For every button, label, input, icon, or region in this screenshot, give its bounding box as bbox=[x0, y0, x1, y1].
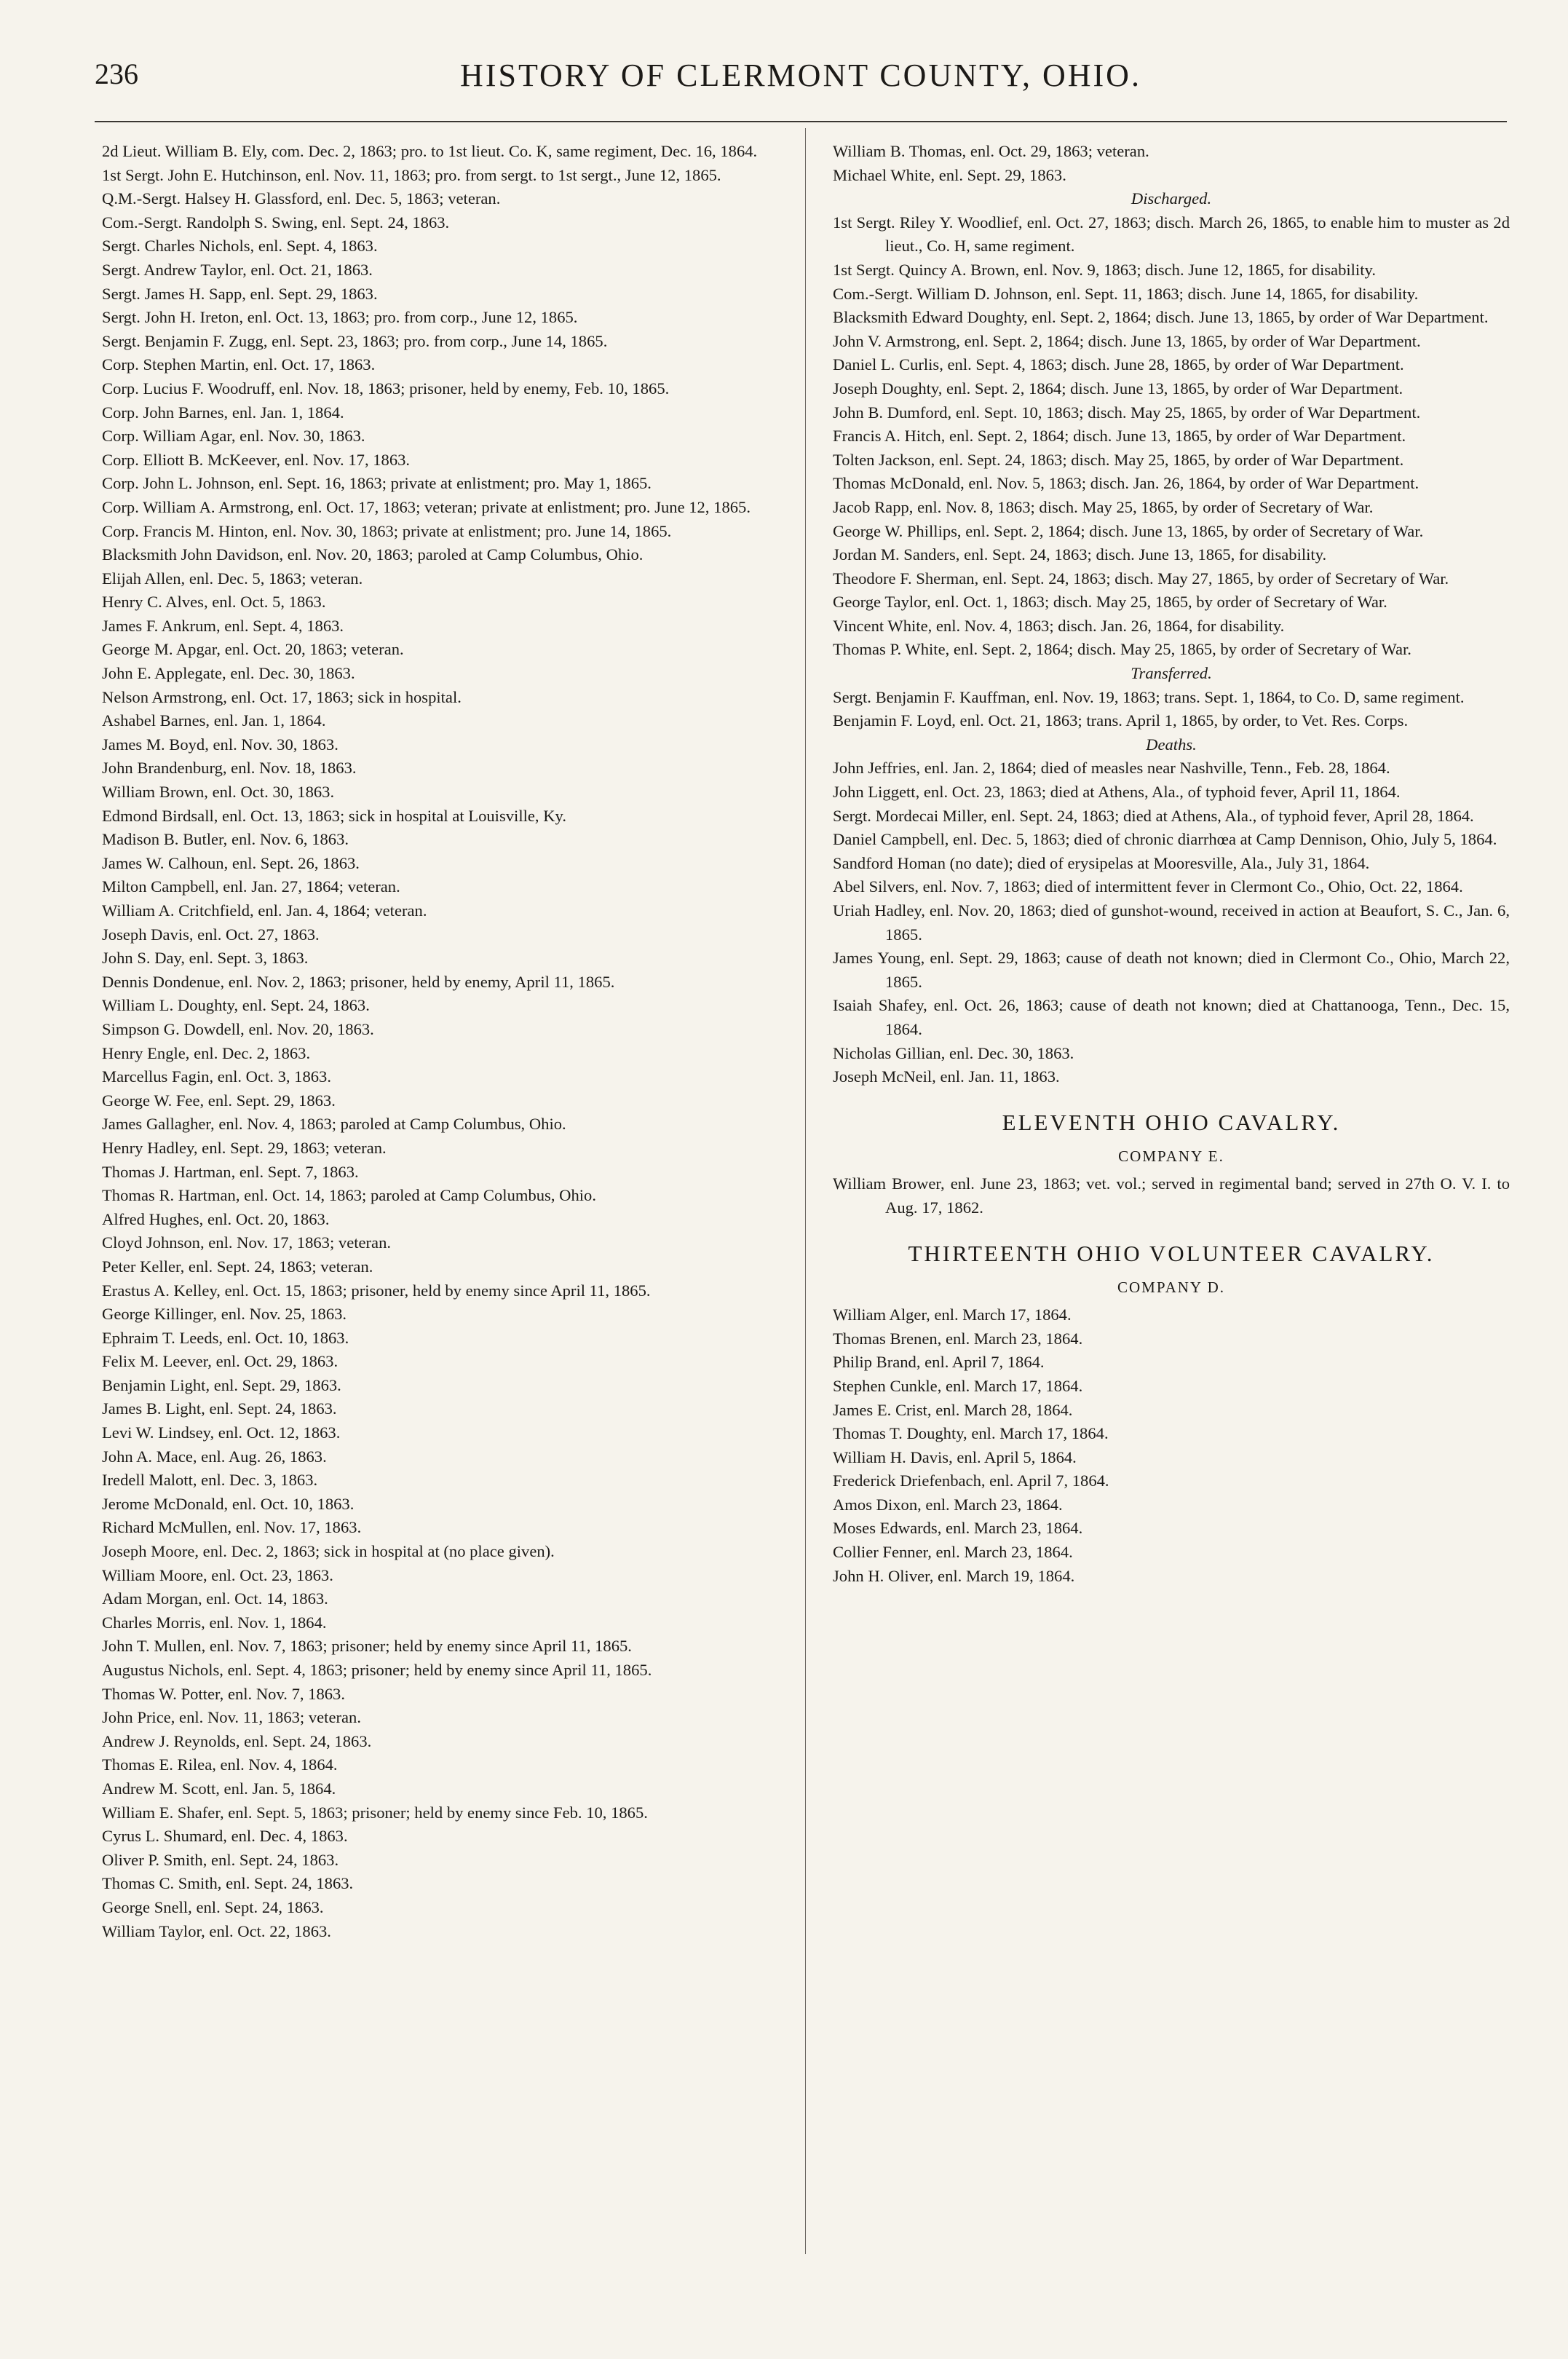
roster-entry: Stephen Cunkle, enl. March 17, 1864. bbox=[833, 1376, 1083, 1395]
roster-entry: John E. Applegate, enl. Dec. 30, 1863. bbox=[102, 664, 355, 683]
column-divider bbox=[805, 128, 806, 2254]
header-rule-right bbox=[805, 121, 1507, 122]
roster-entry: Jerome McDonald, enl. Oct. 10, 1863. bbox=[102, 1494, 355, 1513]
roster-entry: Vincent White, enl. Nov. 4, 1863; disch. Jan. 26, 1864, for disability. bbox=[833, 616, 1285, 635]
roster-entry: Isaiah Shafey, enl. Oct. 26, 1863; cause of death not known; died at Chattanooga, Tenn., Dec. 15, 1864. bbox=[833, 996, 1510, 1038]
roster-entry: Theodore F. Sherman, enl. Sept. 24, 1863; disch. May 27, 1865, by order of Secretary of War. bbox=[833, 569, 1449, 588]
roster-entry: Tolten Jackson, enl. Sept. 24, 1863; disch. May 25, 1865, by order of War Department. bbox=[833, 450, 1404, 469]
roster-entry: Charles Morris, enl. Nov. 1, 1864. bbox=[102, 1613, 327, 1632]
roster-entry: Nicholas Gillian, enl. Dec. 30, 1863. bbox=[833, 1043, 1074, 1062]
roster-entry: John T. Mullen, enl. Nov. 7, 1863; prisoner; held by enemy since April 11, 1865. bbox=[102, 1637, 632, 1656]
roster-entry: Sergt. Mordecai Miller, enl. Sept. 24, 1863; died at Athens, Ala., of typhoid fever, April 28, 1864. bbox=[833, 806, 1474, 825]
roster-entry: Felix M. Leever, enl. Oct. 29, 1863. bbox=[102, 1352, 338, 1371]
roster-entry: Dennis Dondenue, enl. Nov. 2, 1863; prisoner, held by enemy, April 11, 1865. bbox=[102, 972, 615, 991]
roster-entry: Thomas R. Hartman, enl. Oct. 14, 1863; paroled at Camp Columbus, Ohio. bbox=[102, 1186, 596, 1205]
roster-entry: James F. Ankrum, enl. Sept. 4, 1863. bbox=[102, 616, 344, 635]
deaths-heading: Deaths. bbox=[1146, 735, 1197, 754]
roster-entry: 2d Lieut. William B. Ely, com. Dec. 2, 1863; pro. to 1st lieut. Co. K, same regiment, Dec. 16, 1864. bbox=[102, 142, 758, 160]
roster-entry: John B. Dumford, enl. Sept. 10, 1863; disch. May 25, 1865, by order of War Department. bbox=[833, 403, 1421, 422]
roster-entry: 1st Sergt. Riley Y. Woodlief, enl. Oct. 27, 1863; disch. March 26, 1865, to enable him to muster as 2d lieut., Co. H, same regiment. bbox=[833, 213, 1510, 256]
roster-entry: Ephraim T. Leeds, enl. Oct. 10, 1863. bbox=[102, 1328, 349, 1347]
roster-entry: Sergt. Andrew Taylor, enl. Oct. 21, 1863. bbox=[102, 260, 373, 279]
roster-entry: 1st Sergt. John E. Hutchinson, enl. Nov. 11, 1863; pro. from sergt. to 1st sergt., June 12, 1865. bbox=[102, 165, 721, 184]
roster-entry: John Price, enl. Nov. 11, 1863; veteran. bbox=[102, 1708, 361, 1727]
roster-entry: Erastus A. Kelley, enl. Oct. 15, 1863; prisoner, held by enemy since April 11, 1865. bbox=[102, 1281, 651, 1300]
roster-entry: George M. Apgar, enl. Oct. 20, 1863; veteran. bbox=[102, 640, 404, 659]
roster-entry: Iredell Malott, enl. Dec. 3, 1863. bbox=[102, 1471, 318, 1490]
roster-entry: Corp. Francis M. Hinton, enl. Nov. 30, 1863; private at enlistment; pro. June 14, 1865. bbox=[102, 521, 672, 540]
roster-entry: Michael White, enl. Sept. 29, 1863. bbox=[833, 165, 1066, 184]
thirteenth-company-heading: COMPANY D. bbox=[1117, 1278, 1225, 1296]
deaths-list bbox=[833, 756, 1510, 1088]
roster-entry: Levi W. Lindsey, enl. Oct. 12, 1863. bbox=[102, 1423, 341, 1442]
roster-entry: Cyrus L. Shumard, enl. Dec. 4, 1863. bbox=[102, 1827, 348, 1846]
roster-entry: Benjamin F. Loyd, enl. Oct. 21, 1863; trans. April 1, 1865, by order, to Vet. Res. Corps. bbox=[833, 711, 1409, 730]
thirteenth-list bbox=[833, 1303, 1510, 1588]
roster-entry: Alfred Hughes, enl. Oct. 20, 1863. bbox=[102, 1209, 330, 1228]
roster-entry: Jordan M. Sanders, enl. Sept. 24, 1863; disch. June 13, 1865, for disability. bbox=[833, 545, 1327, 564]
eleventh-list bbox=[833, 1172, 1510, 1220]
roster-entry: James W. Calhoun, enl. Sept. 26, 1863. bbox=[102, 853, 360, 872]
roster-entry: Daniel L. Curlis, enl. Sept. 4, 1863; disch. June 28, 1865, by order of War Department. bbox=[833, 355, 1404, 374]
roster-entry: Henry Hadley, enl. Sept. 29, 1863; veteran. bbox=[102, 1138, 387, 1157]
roster-entry: John A. Mace, enl. Aug. 26, 1863. bbox=[102, 1447, 327, 1466]
roster-entry: Moses Edwards, enl. March 23, 1864. bbox=[833, 1519, 1083, 1538]
roster-entry: Richard McMullen, enl. Nov. 17, 1863. bbox=[102, 1518, 362, 1537]
roster-entry: Abel Silvers, enl. Nov. 7, 1863; died of intermittent fever in Clermont Co., Ohio, Oct. 22, 1864. bbox=[833, 877, 1463, 896]
roster-entry: Thomas C. Smith, enl. Sept. 24, 1863. bbox=[102, 1874, 354, 1893]
roster-entry: Sandford Homan (no date); died of erysipelas at Mooresville, Ala., July 31, 1864. bbox=[833, 853, 1370, 872]
roster-entry: Andrew M. Scott, enl. Jan. 5, 1864. bbox=[102, 1779, 336, 1798]
roster-entry: Daniel Campbell, enl. Dec. 5, 1863; died of chronic diarrhœa at Camp Dennison, Ohio, July 5, 1864. bbox=[833, 830, 1497, 849]
roster-entry: Marcellus Fagin, enl. Oct. 3, 1863. bbox=[102, 1067, 331, 1086]
roster-entry: Simpson G. Dowdell, enl. Nov. 20, 1863. bbox=[102, 1019, 374, 1038]
roster-entry: Thomas E. Rilea, enl. Nov. 4, 1864. bbox=[102, 1755, 338, 1774]
roster-entry: Amos Dixon, enl. March 23, 1864. bbox=[833, 1495, 1063, 1514]
roster-entry: William L. Doughty, enl. Sept. 24, 1863. bbox=[102, 996, 370, 1015]
roster-entry: 1st Sergt. Quincy A. Brown, enl. Nov. 9, 1863; disch. June 12, 1865, for disability. bbox=[833, 260, 1376, 279]
roster-entry: Frederick Driefenbach, enl. April 7, 1864. bbox=[833, 1471, 1109, 1490]
roster-entry: James Gallagher, enl. Nov. 4, 1863; paroled at Camp Columbus, Ohio. bbox=[102, 1115, 566, 1134]
roster-entry: Adam Morgan, enl. Oct. 14, 1863. bbox=[102, 1589, 328, 1608]
roster-entry: Sergt. Benjamin F. Zugg, enl. Sept. 23, 1863; pro. from corp., June 14, 1865. bbox=[102, 331, 608, 350]
roster-entry: Elijah Allen, enl. Dec. 5, 1863; veteran. bbox=[102, 569, 363, 588]
roster-entry: John S. Day, enl. Sept. 3, 1863. bbox=[102, 949, 309, 968]
roster-entry: Joseph Davis, enl. Oct. 27, 1863. bbox=[102, 925, 320, 944]
roster-entry: Blacksmith Edward Doughty, enl. Sept. 2, 1864; disch. June 13, 1865, by order of War Department. bbox=[833, 308, 1489, 327]
roster-entry: Thomas P. White, enl. Sept. 2, 1864; disch. May 25, 1865, by order of Secretary of War. bbox=[833, 640, 1411, 659]
roster-entry: Henry Engle, enl. Dec. 2, 1863. bbox=[102, 1043, 311, 1062]
roster-entry: Q.M.-Sergt. Halsey H. Glassford, enl. Dec. 5, 1863; veteran. bbox=[102, 189, 501, 208]
transferred-heading: Transferred. bbox=[1131, 664, 1212, 683]
roster-entry: George Taylor, enl. Oct. 1, 1863; disch. May 25, 1865, by order of Secretary of War. bbox=[833, 593, 1387, 612]
roster-entry: William E. Shafer, enl. Sept. 5, 1863; prisoner; held by enemy since Feb. 10, 1865. bbox=[102, 1803, 648, 1822]
roster-entry: William Moore, enl. Oct. 23, 1863. bbox=[102, 1565, 333, 1584]
roster-entry: Henry C. Alves, enl. Oct. 5, 1863. bbox=[102, 593, 326, 612]
page-number: 236 bbox=[95, 58, 138, 90]
roster-entry: Francis A. Hitch, enl. Sept. 2, 1864; disch. June 13, 1865, by order of War Department. bbox=[833, 427, 1406, 446]
intro-list bbox=[833, 140, 1510, 187]
left-column bbox=[102, 140, 783, 1943]
roster-entry: Corp. John Barnes, enl. Jan. 1, 1864. bbox=[102, 403, 344, 422]
roster-entry: Thomas W. Potter, enl. Nov. 7, 1863. bbox=[102, 1684, 346, 1703]
roster-entry: Thomas Brenen, enl. March 23, 1864. bbox=[833, 1329, 1083, 1348]
discharged-heading: Discharged. bbox=[1131, 189, 1212, 208]
roster-entry: Uriah Hadley, enl. Nov. 20, 1863; died of gunshot-wound, received in action at Beaufort, S. C., Jan. 6, 1865. bbox=[833, 901, 1510, 944]
roster-entry: Blacksmith John Davidson, enl. Nov. 20, 1863; paroled at Camp Columbus, Ohio. bbox=[102, 545, 644, 564]
roster-entry: Thomas McDonald, enl. Nov. 5, 1863; disch. Jan. 26, 1864, by order of War Department. bbox=[833, 474, 1419, 493]
roster-entry: Corp. William A. Armstrong, enl. Oct. 17, 1863; veteran; private at enlistment; pro. June 12, 1865. bbox=[102, 497, 751, 516]
right-column bbox=[833, 140, 1510, 1588]
roster-entry: Sergt. Charles Nichols, enl. Sept. 4, 1863. bbox=[102, 237, 378, 256]
roster-entry: William Taylor, enl. Oct. 22, 1863. bbox=[102, 1921, 331, 1940]
roster-entry: William A. Critchfield, enl. Jan. 4, 1864; veteran. bbox=[102, 901, 427, 920]
roster-entry: Corp. John L. Johnson, enl. Sept. 16, 1863; private at enlistment; pro. May 1, 1865. bbox=[102, 474, 652, 493]
roster-entry: Milton Campbell, enl. Jan. 27, 1864; veteran. bbox=[102, 877, 400, 896]
roster-entry: Joseph McNeil, enl. Jan. 11, 1863. bbox=[833, 1067, 1060, 1086]
roster-entry: Andrew J. Reynolds, enl. Sept. 24, 1863. bbox=[102, 1731, 372, 1750]
roster-entry: William Brower, enl. June 23, 1863; vet. vol.; served in regimental band; served in 27th O. V. I. to Aug. 17, 1862. bbox=[833, 1174, 1510, 1217]
roster-entry: George W. Fee, enl. Sept. 29, 1863. bbox=[102, 1091, 336, 1110]
discharged-list bbox=[833, 211, 1510, 662]
roster-entry: James E. Crist, enl. March 28, 1864. bbox=[833, 1400, 1073, 1419]
roster-entry: William Brown, enl. Oct. 30, 1863. bbox=[102, 783, 335, 802]
running-title: HISTORY OF CLERMONT COUNTY, OHIO. bbox=[460, 58, 1141, 93]
roster-entry: Ashabel Barnes, enl. Jan. 1, 1864. bbox=[102, 711, 326, 730]
roster-entry: Oliver P. Smith, enl. Sept. 24, 1863. bbox=[102, 1850, 339, 1869]
roster-entry: Sergt. John H. Ireton, enl. Oct. 13, 1863; pro. from corp., June 12, 1865. bbox=[102, 308, 578, 327]
roster-entry: John Liggett, enl. Oct. 23, 1863; died at Athens, Ala., of typhoid fever, April 11, 1864. bbox=[833, 783, 1401, 802]
roster-entry: Philip Brand, enl. April 7, 1864. bbox=[833, 1353, 1045, 1372]
eleventh-company-heading: COMPANY E. bbox=[1118, 1147, 1224, 1165]
roster-entry: Thomas J. Hartman, enl. Sept. 7, 1863. bbox=[102, 1162, 359, 1181]
roster-entry: George Snell, enl. Sept. 24, 1863. bbox=[102, 1897, 324, 1916]
roster-entry: John Jeffries, enl. Jan. 2, 1864; died of measles near Nashville, Tenn., Feb. 28, 1864. bbox=[833, 759, 1390, 778]
header-rule-left bbox=[95, 121, 807, 122]
thirteenth-cavalry-title: THIRTEENTH OHIO VOLUNTEER CAVALRY. bbox=[908, 1240, 1435, 1266]
roster-entry: William B. Thomas, enl. Oct. 29, 1863; veteran. bbox=[833, 142, 1149, 160]
roster-entry: William Alger, enl. March 17, 1864. bbox=[833, 1305, 1072, 1324]
roster-entry: Com.-Sergt. William D. Johnson, enl. Sept. 11, 1863; disch. June 14, 1865, for disability. bbox=[833, 284, 1419, 303]
page-header bbox=[95, 57, 1507, 100]
roster-entry: Corp. William Agar, enl. Nov. 30, 1863. bbox=[102, 427, 365, 446]
roster-entry: Joseph Moore, enl. Dec. 2, 1863; sick in hospital at (no place given). bbox=[102, 1542, 555, 1561]
roster-entry: Cloyd Johnson, enl. Nov. 17, 1863; veteran. bbox=[102, 1233, 392, 1252]
roster-entry: Benjamin Light, enl. Sept. 29, 1863. bbox=[102, 1375, 341, 1394]
roster-entry: James B. Light, enl. Sept. 24, 1863. bbox=[102, 1399, 337, 1418]
roster-entry: James M. Boyd, enl. Nov. 30, 1863. bbox=[102, 735, 338, 754]
roster-entry: John H. Oliver, enl. March 19, 1864. bbox=[833, 1566, 1075, 1585]
roster-entry: William H. Davis, enl. April 5, 1864. bbox=[833, 1447, 1077, 1466]
roster-entry: Augustus Nichols, enl. Sept. 4, 1863; prisoner; held by enemy since April 11, 1865. bbox=[102, 1661, 652, 1679]
eleventh-cavalry-title: ELEVENTH OHIO CAVALRY. bbox=[1002, 1109, 1341, 1135]
roster-entry: Corp. Stephen Martin, enl. Oct. 17, 1863. bbox=[102, 355, 376, 374]
transferred-list bbox=[833, 686, 1510, 733]
roster-entry: John Brandenburg, enl. Nov. 18, 1863. bbox=[102, 759, 357, 778]
roster-entry: James Young, enl. Sept. 29, 1863; cause of death not known; died in Clermont Co., Ohio, March 22, 1865. bbox=[833, 949, 1510, 991]
roster-entry: Nelson Armstrong, enl. Oct. 17, 1863; sick in hospital. bbox=[102, 687, 462, 706]
roster-entry: Sergt. James H. Sapp, enl. Sept. 29, 1863. bbox=[102, 284, 378, 303]
roster-entry: Com.-Sergt. Randolph S. Swing, enl. Sept. 24, 1863. bbox=[102, 213, 450, 232]
roster-entry: Edmond Birdsall, enl. Oct. 13, 1863; sick in hospital at Louisville, Ky. bbox=[102, 806, 566, 825]
roster-entry: George W. Phillips, enl. Sept. 2, 1864; disch. June 13, 1865, by order of Secretary of War. bbox=[833, 521, 1424, 540]
roster-entry: Peter Keller, enl. Sept. 24, 1863; veteran. bbox=[102, 1257, 373, 1276]
roster-entry: George Killinger, enl. Nov. 25, 1863. bbox=[102, 1305, 347, 1324]
roster-entry: Corp. Lucius F. Woodruff, enl. Nov. 18, 1863; prisoner, held by enemy, Feb. 10, 1865. bbox=[102, 379, 670, 398]
roster-entry: John V. Armstrong, enl. Sept. 2, 1864; disch. June 13, 1865, by order of War Department. bbox=[833, 331, 1421, 350]
roster-entry: Madison B. Butler, enl. Nov. 6, 1863. bbox=[102, 830, 349, 849]
roster-entry: Sergt. Benjamin F. Kauffman, enl. Nov. 19, 1863; trans. Sept. 1, 1864, to Co. D, same regiment. bbox=[833, 687, 1465, 706]
roster-entry: Thomas T. Doughty, enl. March 17, 1864. bbox=[833, 1424, 1109, 1443]
roster-entry: Joseph Doughty, enl. Sept. 2, 1864; disch. June 13, 1865, by order of War Department. bbox=[833, 379, 1403, 398]
roster-entry: Corp. Elliott B. McKeever, enl. Nov. 17, 1863. bbox=[102, 450, 411, 469]
roster-entry: Collier Fenner, enl. March 23, 1864. bbox=[833, 1543, 1073, 1562]
roster-entry: Jacob Rapp, enl. Nov. 8, 1863; disch. May 25, 1865, by order of Secretary of War. bbox=[833, 497, 1374, 516]
